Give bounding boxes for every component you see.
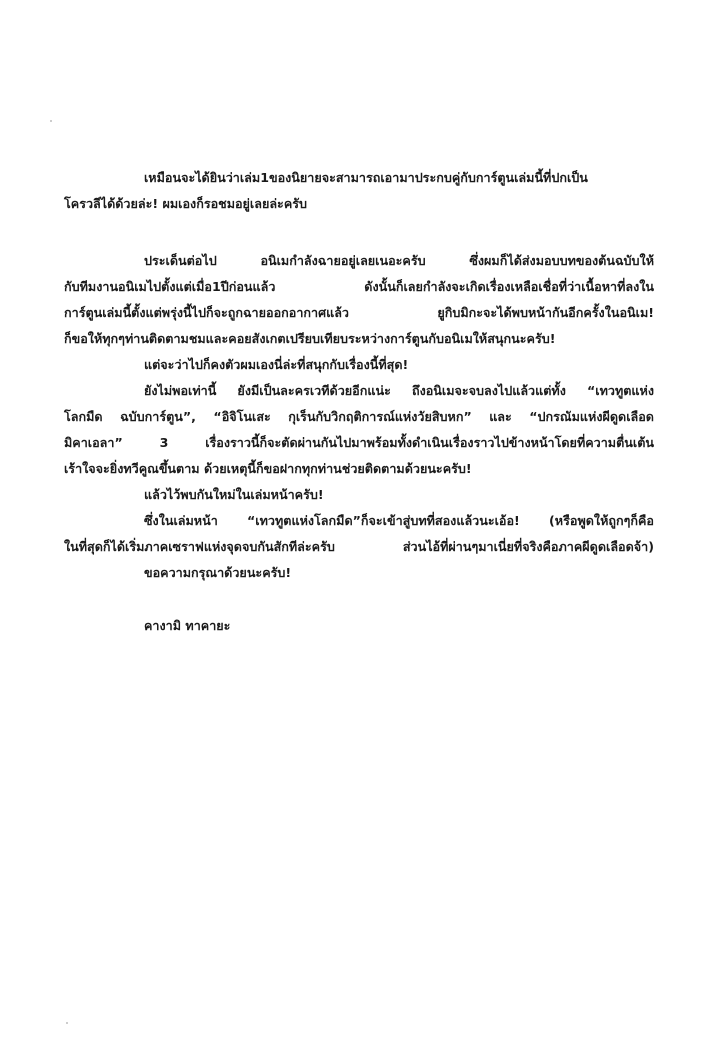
text-line: โลกมืด ฉบับการ์ตูน”, “อิจิโนเสะ กุเร็นกับวิกฤติการณ์แห่งวัยสิบหก” และ “ปกรณัมแห่งผีดูดเลือด bbox=[64, 409, 654, 424]
paragraph-2 bbox=[64, 248, 654, 352]
text-line: ในที่สุดก็ได้เริ่มภาคเซราฟแห่งจุดจบกันสักทีล่ะครับ ส่วนไอ้ที่ผ่านๆมาเนี่ยที่จริงคือภาคผีดูดเลือดจ้า) bbox=[64, 539, 654, 554]
text-line: ขอความกรุณาด้วยนะครับ! bbox=[144, 565, 292, 580]
paragraph-4 bbox=[64, 378, 654, 482]
paragraph-6 bbox=[64, 508, 654, 560]
text-line: มิคาเอลา” 3 เรื่องราวนี้ก็จะตัดผ่านกันไปมาพร้อมทั้งดำเนินเรื่องราวไปข้างหน้าโดยที่ความตื่นเต้น bbox=[64, 435, 654, 450]
text-line: เหมือนจะได้ยินว่าเล่ม1ของนิยายจะสามารถเอามาประกบคู่กับการ์ตูนเล่มนี้ที่ปกเป็น bbox=[144, 170, 588, 185]
text-line: แต่จะว่าไปก็คงตัวผมเองนี่ล่ะที่สนุกกับเรื่องนี้ที่สุด! bbox=[144, 357, 409, 372]
text-line: เร้าใจจะยิ่งทวีคูณขึ้นตาม ด้วยเหตุนี้ก็ขอฝากทุกท่านช่วยติดตามด้วยนะครับ! bbox=[64, 461, 472, 476]
text-line: ซึ่งในเล่มหน้า “เทวทูตแห่งโลกมืด”ก็จะเข้าสู่บทที่สองแล้วนะเอ้อ! (หรือพูดให้ถูกๆก็คือ bbox=[144, 513, 654, 528]
text-line: ก็ขอให้ทุกๆท่านติดตามชมและคอยสังเกตเปรียบเทียบระหว่างการ์ตูนกับอนิเมให้สนุกนะครับ! bbox=[64, 331, 556, 346]
paragraph-3 bbox=[64, 352, 654, 378]
text-line: โครวลีได้ด้วยล่ะ! ผมเองก็รอชมอยู่เลยล่ะครับ bbox=[64, 196, 308, 211]
text-line: แล้วไว้พบกันใหม่ในเล่มหน้าครับ! bbox=[144, 487, 324, 502]
paragraph-1 bbox=[64, 165, 654, 217]
scan-speck bbox=[66, 1022, 68, 1024]
paragraph-7 bbox=[64, 560, 654, 586]
text-line: การ์ตูนเล่มนี้ตั้งแต่พรุ่งนี้ไปก็จะถูกฉายออกอากาศแล้ว ยูกิบมิกะจะได้พบหน้ากันอีกครั้งในอนิเม! bbox=[64, 305, 654, 320]
text-line: ยังไม่พอเท่านี้ ยังมีเป็นละครเวทีด้วยอีกแน่ะ ถึงอนิเมจะจบลงไปแล้วแต่ทั้ง “เทวทูตแห่ง bbox=[144, 383, 654, 398]
text-line: กับทีมงานอนิเมไปตั้งแต่เมื่อ1ปีก่อนแล้ว ดังนั้นก็เลยกำลังจะเกิดเรื่องเหลือเชื่อที่ว่าเนื้อหาที่ลงใน bbox=[64, 279, 654, 294]
text-line: ประเด็นต่อไป อนิเมกำลังฉายอยู่เลยเนอะครับ ซึ่งผมก็ได้ส่งมอบบทของต้นฉบับให้ bbox=[144, 253, 654, 268]
signature-line: คางามิ ทาคายะ bbox=[144, 618, 231, 633]
scan-speck bbox=[50, 120, 52, 122]
author-signature bbox=[64, 613, 654, 639]
paragraph-5 bbox=[64, 482, 654, 508]
